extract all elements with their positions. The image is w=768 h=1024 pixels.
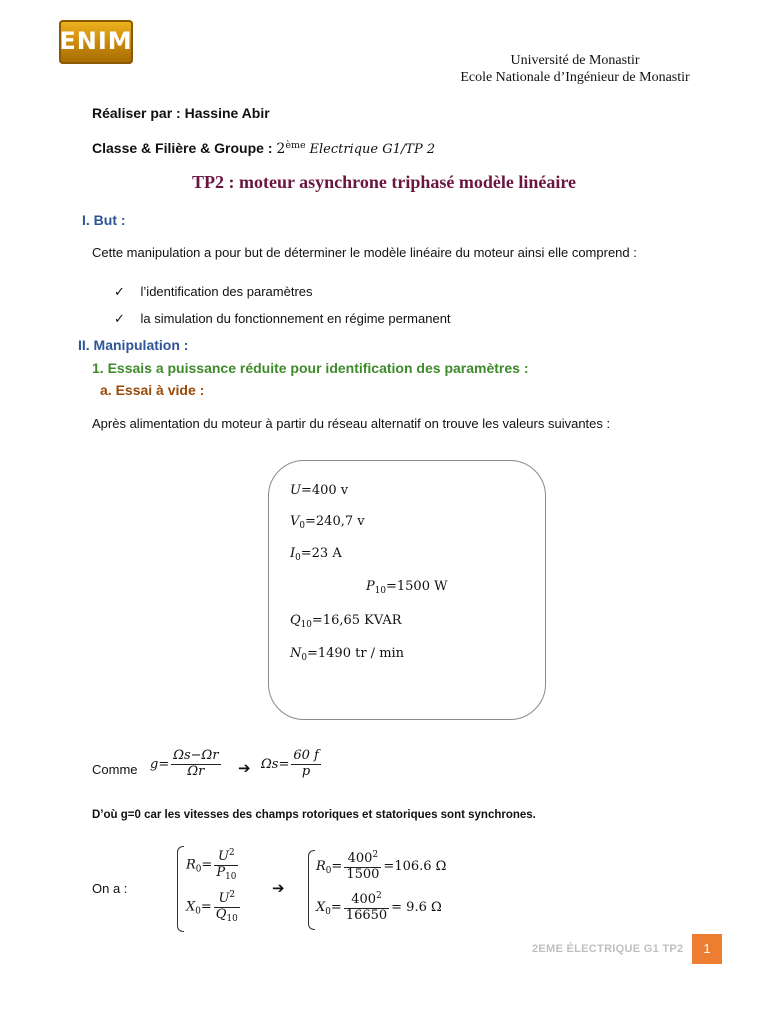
omega-fraction [291,749,321,780]
author-line [92,105,270,121]
measurement-v0 [290,514,365,531]
document-title: TP2 : moteur asynchrone triphasé modèle linéaire [192,172,576,192]
r0-result: =106.6 Ω [383,858,447,874]
measurement-sub: 0 [295,553,301,564]
dou-bold: g=0 [120,809,141,821]
essai-vide-text: Après alimentation du moteur à partir du réseau alternatif on trouve les valeurs suivantes : [92,416,611,431]
omega-denominator: p [301,763,311,779]
subsection-essais-heading: 1. Essais a puissance réduite pour identification des paramètres : [92,360,529,376]
measurement-sub: 10 [300,620,312,631]
x0-result: = 9.6 Ω [391,899,442,915]
x0-value-fraction [344,891,389,924]
header-school: Ecole Nationale d’Ingénieur de Monastir [460,70,690,85]
r0-value-numerator: $400^2$ [344,850,381,868]
measurement-symbol: I [290,546,296,561]
measurement-symbol: U [290,483,301,498]
section-but-heading: I. But : [82,212,126,228]
r0-sub: 0 [195,864,202,875]
arrow-icon: ➔ [238,759,251,777]
synchronous-speed-formula [261,749,323,780]
x0-value-numerator: $400^2$ [344,891,389,909]
section-manipulation-heading: II. Manipulation : [78,337,189,353]
r0-value-fraction [344,850,381,883]
author-name: Hassine Abir [184,105,270,121]
measurement-value: =400 v [300,483,349,498]
left-brace [177,846,184,932]
class-value-prefix: 2 [276,141,286,158]
slip-formula [150,749,223,780]
author-label: Réaliser par : [92,105,181,121]
r0-formula: $R_0=$ $\frac{U^2}{P_{10}}$ [186,848,237,882]
list-item-text: l’identification des paramètres [140,284,313,299]
subsubsection-essai-vide-heading: a. Essai à vide : [100,382,205,398]
omega-numerator: 60 f [293,748,319,763]
slip-numerator: Ωs−Ωr [173,748,219,763]
measurement-value: =16,65 KVAR [311,613,402,628]
r0-denominator: $P_{10}$ [216,864,237,882]
dou-prefix: D’où [92,809,121,821]
omega-lhs: Ωs= [261,756,290,772]
measurement-symbol: Q [290,613,301,628]
x0-denominator: $Q_{10}$ [215,906,238,924]
ona-label: On a : [92,881,128,896]
slip-lhs: g= [150,756,170,772]
section-but-intro: Cette manipulation a pour but de déterminer le modèle linéaire du moteur ainsi elle comprend : [92,245,637,260]
measurement-p10 [366,579,447,596]
measurement-value: =23 A [300,546,342,561]
x0-numerator: $U^2$ [214,890,240,908]
x0-fraction [214,890,240,924]
x0-value-denominator: 16650 [345,907,388,923]
dou-rest: car les vitesses des champs rotoriques et statoriques sont synchrones. [140,809,536,821]
measurement-symbol: N [290,646,302,661]
measurement-i0 [290,546,342,563]
footer-text: 2EME ÉLECTRIQUE G1 TP2 [532,943,684,955]
page-number: 1 [692,934,722,964]
measurement-value: =1500 W [385,579,448,594]
measurement-sub: 10 [374,586,386,597]
measurement-value: =240,7 v [305,514,365,529]
arrow-icon: ➔ [272,879,285,897]
measurement-sub: 0 [301,653,307,664]
logo-text: ENIM [59,27,133,55]
r0-symbol: R [186,857,196,873]
list-item [114,284,313,300]
check-icon: ✓ [114,284,125,299]
dou-sentence [92,809,536,821]
r0-value-formula: $R_0=$ $\frac{400^2}{1500}$ =106.6 Ω [316,850,447,882]
measurement-value: =1490 tr / min [307,646,405,661]
x0-sub: 0 [195,906,201,917]
measurement-symbol: V [290,514,300,529]
measurement-q10 [290,613,402,630]
school-logo [59,20,133,64]
list-item [114,311,451,327]
header-university: Université de Monastir [510,53,640,68]
slip-fraction [171,749,220,780]
r0-value-denominator: 1500 [346,866,380,882]
r0-fraction [214,848,238,882]
x0-value-formula: $X_0=$ $\frac{400^2}{16650}$ = 9.6 Ω [316,891,442,923]
class-label: Classe & Filière & Groupe : [92,140,273,157]
right-brace [308,850,315,930]
measurement-u [290,483,348,498]
check-icon: ✓ [114,311,125,326]
x0-formula: $X_0=$ $\frac{U^2}{Q_{10}}$ [186,890,238,924]
class-line [92,140,435,157]
class-value-rest: Electrique G1/TP 2 [309,142,436,158]
class-value-sup: ème [285,140,306,151]
slip-denominator: Ωr [187,763,205,779]
x0-symbol: X [186,899,196,915]
r0-numerator: $U^2$ [214,848,238,866]
measurement-symbol: P [366,579,375,594]
measurement-sub: 0 [299,521,306,532]
list-item-text: la simulation du fonctionnement en régime permanent [140,311,451,326]
measurement-n0 [290,646,404,663]
comme-label: Comme [92,762,138,777]
